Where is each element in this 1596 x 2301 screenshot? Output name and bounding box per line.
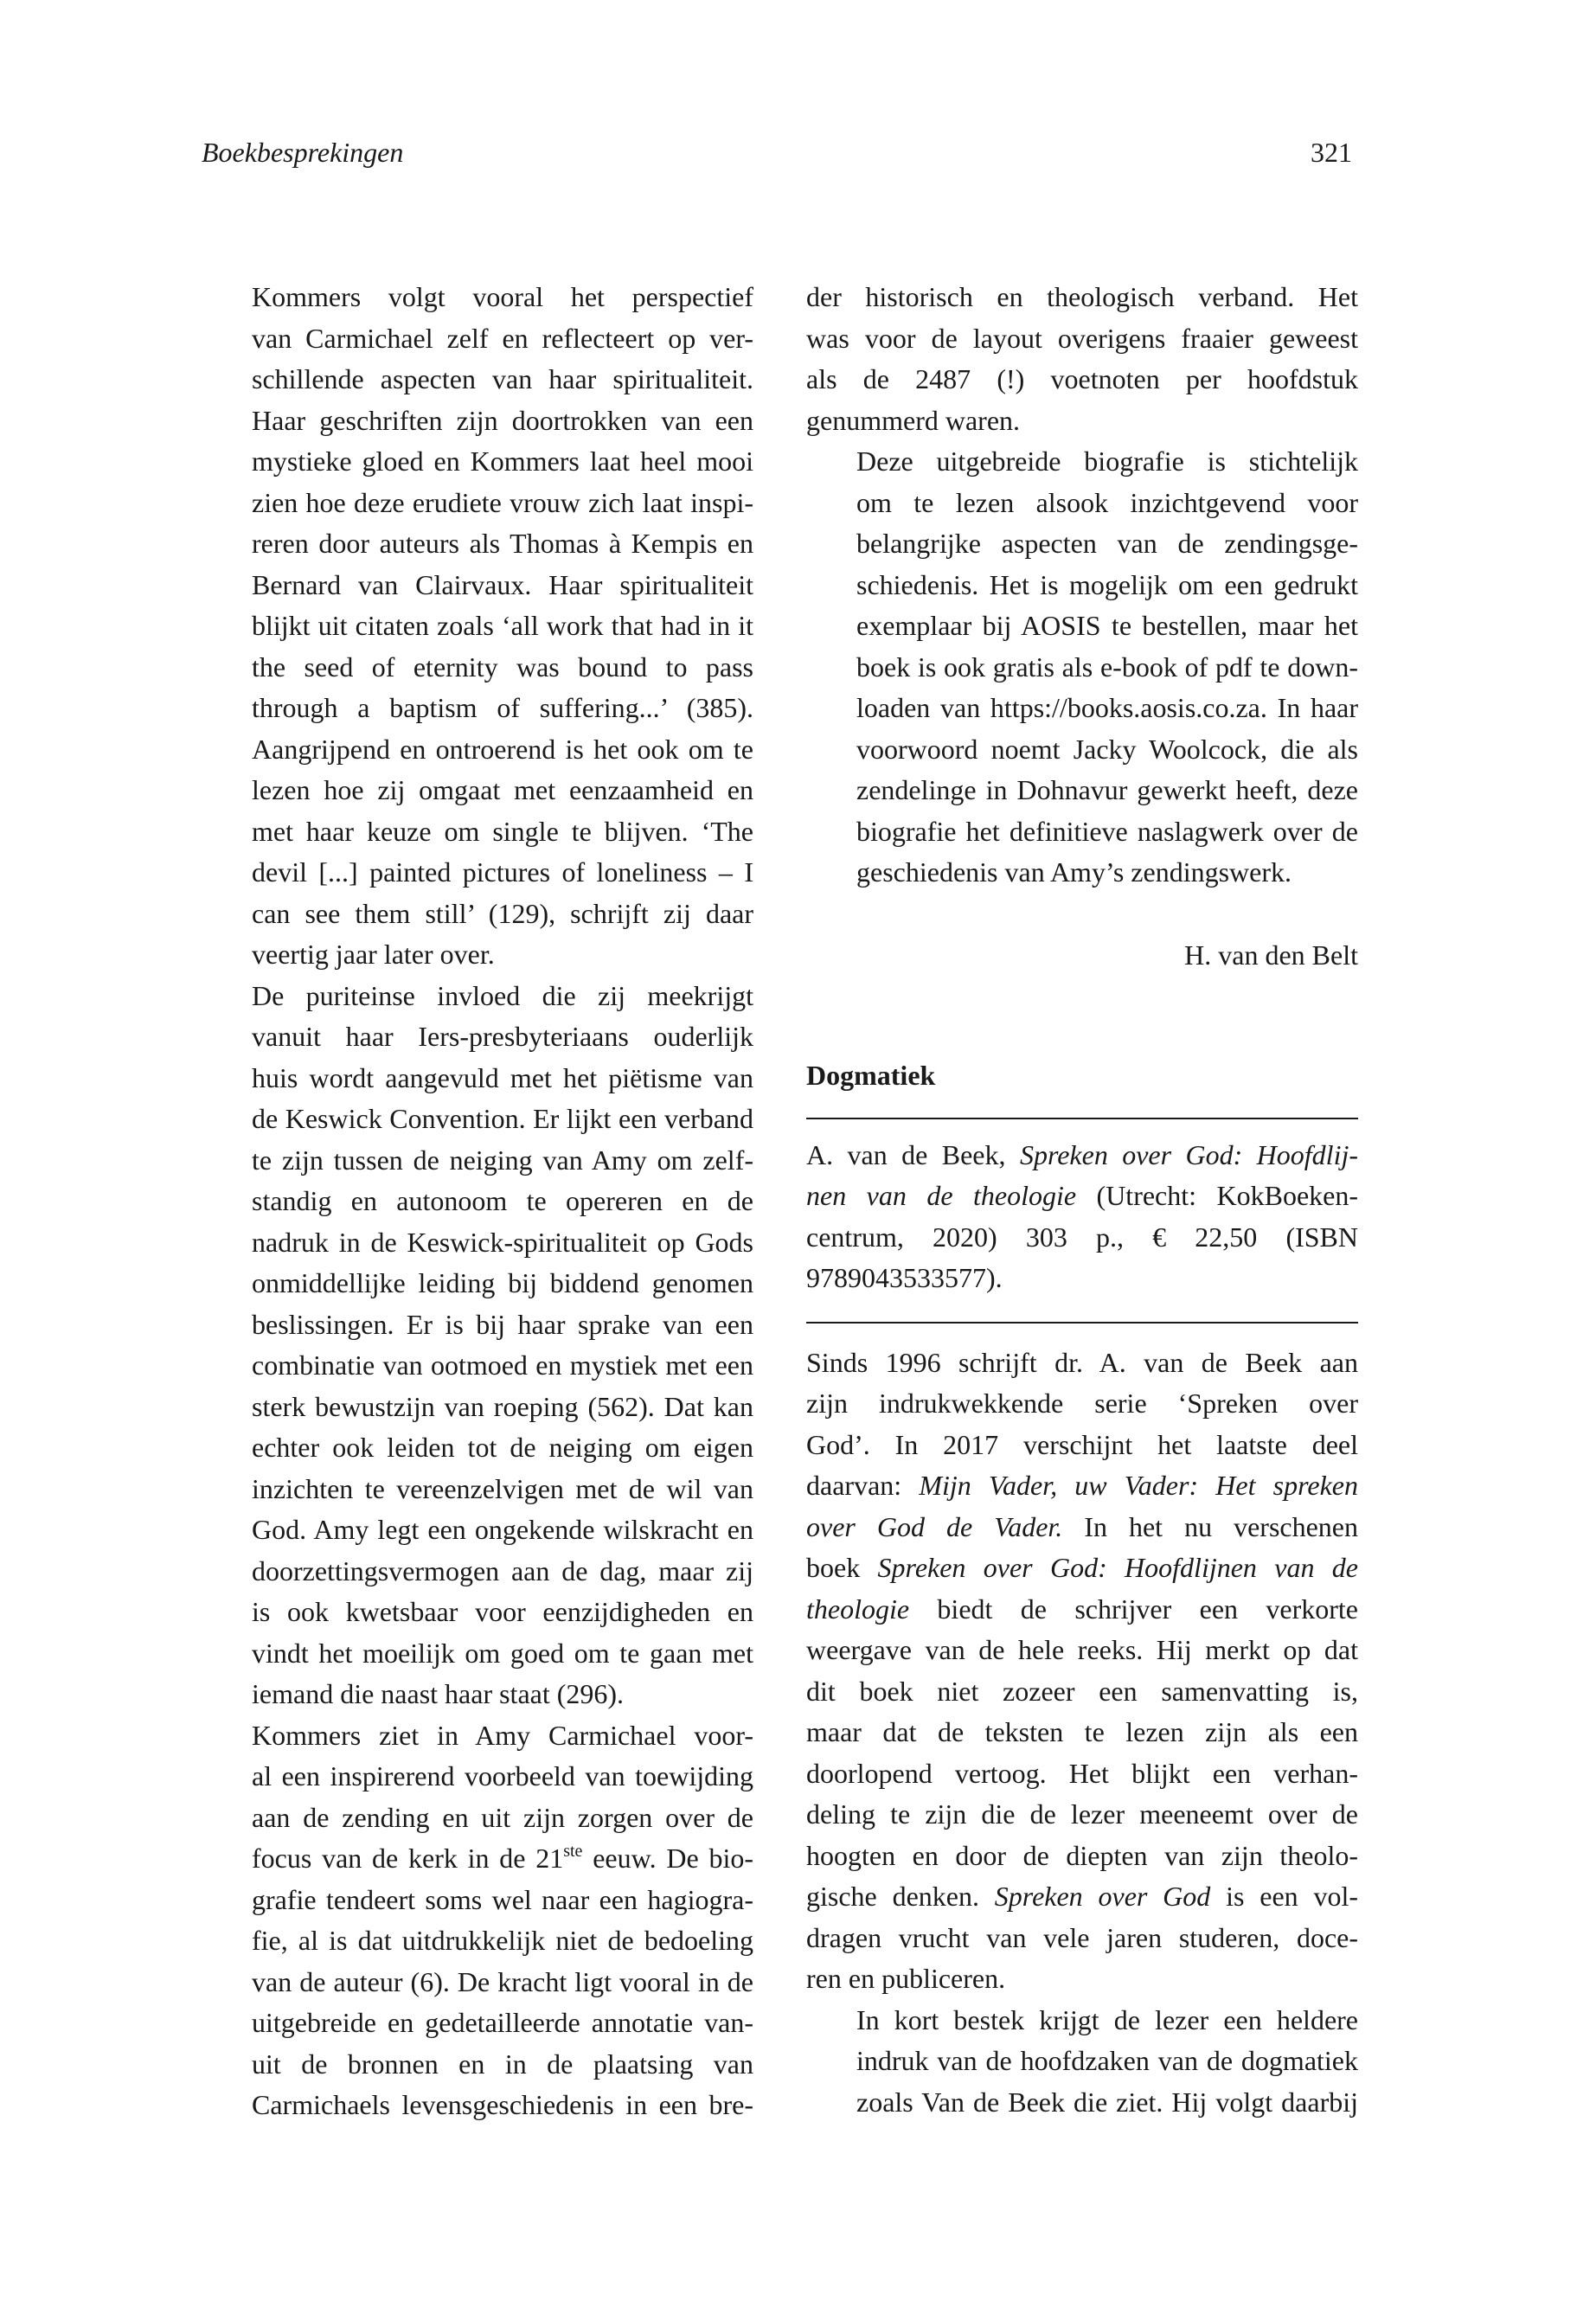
text-line: genummerd waren.: [806, 404, 1021, 436]
text-line: devil [...] painted pictures of loneliness – I: [252, 856, 753, 888]
running-head: Boekbesprekingen: [202, 137, 404, 168]
divider: [806, 1118, 1358, 1119]
text-line: zendelinge in Dohnavur gewerkt heeft, deze: [856, 774, 1358, 805]
paragraph: [202, 1715, 753, 2126]
text-line: te zijn tussen de neiging van Amy om zelf-: [252, 1144, 753, 1176]
text-line: aan de zending en uit zijn zorgen over de: [252, 1801, 753, 1833]
text-line: [806, 1548, 1358, 1589]
text-line: blijkt uit citaten zoals ‘all work that had in it: [252, 610, 753, 641]
publication-info: (Utrecht: KokBoeken-: [1076, 1180, 1359, 1211]
book-author: A. van de Beek,: [806, 1138, 1020, 1170]
text-line: [202, 1838, 753, 1880]
text-line: dit boek niet zozeer een samenvatting is,: [806, 1675, 1358, 1707]
text-line: zoals Van de Beek die ziet. Hij volgt daarbij: [856, 2086, 1358, 2118]
text-fragment: daarvan:: [806, 1470, 920, 1501]
text-line: met haar keuze om single te blijven. ‘The: [252, 815, 753, 847]
text-line: dragen vrucht van vele jaren studeren, doce-: [806, 1921, 1358, 1953]
text-line: Bernard van Clairvaux. Haar spiritualiteit: [252, 568, 753, 600]
text-line: voorwoord noemt Jacky Woolcock, die als: [856, 733, 1358, 765]
text-line: through a baptism of suffering...’ (385).: [252, 692, 753, 723]
text-line: doorzettingsvermogen aan de dag, maar zij: [252, 1554, 753, 1586]
text-line: beslissingen. Er is bij haar sprake van een: [252, 1308, 753, 1340]
text-fragment: boek: [806, 1552, 878, 1583]
text-line: de Keswick Convention. Er lijkt een verband: [252, 1103, 753, 1134]
paragraph: [806, 2000, 1358, 2124]
text-line: vanuit haar Iers-presbyteriaans ouderlijk: [252, 1021, 753, 1052]
italic-title: Spreken over God: Hoofdlijnen van de: [877, 1552, 1359, 1583]
text-line: [806, 1589, 1358, 1631]
text-line: als de 2487 (!) voetnoten per hoofdstuk: [806, 363, 1358, 394]
text-line: reren door auteurs als Thomas à Kempis en: [252, 528, 753, 559]
text-line: weergave van de hele reeks. Hij merkt op dat: [806, 1634, 1358, 1665]
divider: [806, 1322, 1358, 1324]
right-column: [806, 277, 1358, 2123]
text-line: Kommers ziet in Amy Carmichael voor-: [252, 1719, 753, 1751]
text-fragment: In het nu verschenen: [1062, 1510, 1359, 1542]
text-line: vindt het moeilijk om goed om te gaan met: [252, 1637, 753, 1669]
text-fragment: focus van de kerk in de 21: [252, 1843, 564, 1874]
text-fragment: is een vol-: [1210, 1881, 1359, 1912]
text-line: maar dat de teksten te lezen zijn als een: [806, 1716, 1358, 1747]
text-line: Aangrijpend en ontroerend is het ook om te: [252, 733, 753, 765]
text-line: sterk bewustzijn van roeping (562). Dat kan: [252, 1390, 753, 1422]
text-line: geschiedenis van Amy’s zendingswerk.: [856, 856, 1292, 888]
paragraph: [806, 1343, 1358, 2000]
text-line: biografie het definitieve naslagwerk over de: [856, 815, 1358, 847]
text-line: exemplaar bij AOSIS te bestellen, maar het: [856, 610, 1358, 641]
text-line: Kommers volgt vooral het perspectief: [252, 281, 753, 312]
paragraph: [806, 441, 1358, 894]
text-line: [806, 1876, 1358, 1918]
text-line: [806, 1507, 1358, 1548]
text-line: schiedenis. Het is mogelijk om een gedrukt: [856, 568, 1358, 600]
paragraph: [202, 277, 753, 976]
text-line: uit de bronnen en in de plaatsing van: [252, 2048, 753, 2080]
text-line: van de auteur (6). De kracht ligt vooral in de: [252, 1965, 753, 1997]
text-line: veertig jaar later over.: [252, 939, 495, 970]
text-line: centrum, 2020) 303 p., € 22,50 (ISBN: [806, 1221, 1358, 1253]
text-line: De puriteinse invloed die zij meekrijgt: [252, 979, 753, 1011]
text-line: grafie tendeert soms wel naar een hagiogra-: [252, 1883, 753, 1915]
text-line: mystieke gloed en Kommers laat heel mooi: [252, 445, 753, 477]
text-line: doorlopend vertoog. Het blijkt een verhan-: [806, 1757, 1358, 1789]
page-number: 321: [1311, 137, 1352, 168]
text-line: inzichten te vereenzelvigen met de wil van: [252, 1472, 753, 1504]
book-title: Spreken over God: Hoofdlij-: [1019, 1138, 1359, 1170]
text-line: can see them still’ (129), schrijft zij daar: [252, 897, 753, 929]
book-title: nen van de theologie: [806, 1180, 1077, 1211]
text-fragment: biedt de schrijver een verkorte: [909, 1593, 1358, 1625]
italic-title: theologie: [806, 1593, 910, 1625]
text-line: God. Amy legt een ongekende wilskracht en: [252, 1514, 753, 1545]
text-line: van Carmichael zelf en reflecteert op ver-: [252, 322, 753, 354]
text-line: om te lezen alsook inzichtgevend voor: [856, 486, 1358, 518]
text-line: schillende aspecten van haar spiritualiteit.: [252, 363, 753, 394]
text-line: huis wordt aangevuld met het piëtisme van: [252, 1061, 753, 1093]
text-fragment: gische denken.: [806, 1881, 995, 1912]
paragraph: [806, 277, 1358, 441]
page-header: [202, 137, 1352, 176]
text-line: Sinds 1996 schrijft dr. A. van de Beek aan: [806, 1346, 1358, 1378]
italic-title: over God de Vader.: [806, 1510, 1063, 1542]
text-line: boek is ook gratis als e-book of pdf te down-: [856, 651, 1358, 683]
text-line: Haar geschriften zijn doortrokken van een: [252, 404, 753, 436]
text-line: 9789043533577).: [806, 1262, 1003, 1293]
bibliographic-entry: [806, 1135, 1358, 1299]
text-line: lezen hoe zij omgaat met eenzaamheid en: [252, 774, 753, 805]
text-fragment: eeuw. De bio-: [582, 1843, 754, 1874]
text-line: was voor de layout overigens fraaier geweest: [806, 322, 1358, 354]
text-line: Carmichaels levensgeschiedenis in een bre-: [252, 2089, 753, 2120]
text-line: al een inspirerend voorbeeld van toewijding: [252, 1760, 753, 1791]
left-column: [202, 277, 753, 2126]
text-line: echter ook leiden tot de neiging om eigen: [252, 1432, 753, 1463]
italic-title: Mijn Vader, uw Vader: Het spreken: [919, 1470, 1359, 1501]
text-line: nadruk in de Keswick-spiritualiteit op Gods: [252, 1226, 753, 1258]
text-line: loaden van https://books.aosis.co.za. In haar: [856, 692, 1358, 723]
text-line: Deze uitgebreide biografie is stichtelijk: [856, 445, 1358, 477]
text-line: God’. In 2017 verschijnt het laatste deel: [806, 1428, 1358, 1460]
text-line: zijn indrukwekkende serie ‘Spreken over: [806, 1388, 1358, 1419]
text-line: standig en autonoom te opereren en de: [252, 1185, 753, 1216]
text-line: ren en publiceren.: [806, 1963, 1006, 1994]
paragraph: [202, 976, 753, 1715]
text-line: fie, al is dat uitdrukkelijk niet de bedoeling: [252, 1925, 753, 1956]
text-line: iemand die naast haar staat (296).: [252, 1678, 625, 1709]
text-line: der historisch en theologisch verband. Het: [806, 281, 1358, 312]
superscript: ste: [563, 1842, 583, 1861]
text-line: onmiddellijke leiding bij biddend genomen: [252, 1267, 753, 1298]
text-line: [806, 1176, 1358, 1217]
text-line: hoogten en door de diepten van zijn theolo-: [806, 1839, 1358, 1871]
text-line: zien hoe deze erudiete vrouw zich laat inspi-: [252, 486, 753, 518]
section-heading: Dogmatiek: [806, 1060, 936, 1091]
text-line: [806, 1465, 1358, 1507]
text-line: combinatie van ootmoed en mystiek met een: [252, 1349, 753, 1381]
text-line: In kort bestek krijgt de lezer een heldere: [856, 2003, 1358, 2035]
text-line: indruk van de hoofdzaken van de dogmatiek: [856, 2045, 1358, 2076]
text-line: belangrijke aspecten van de zendingsge-: [856, 528, 1358, 559]
reviewer-signature: H. van den Belt: [1184, 939, 1358, 971]
text-line: [806, 1135, 1358, 1176]
text-line: the seed of eternity was bound to pass: [252, 651, 753, 683]
text-line: deling te zijn die de lezer meeneemt over de: [806, 1798, 1358, 1830]
italic-title: Spreken over God: [994, 1881, 1211, 1912]
text-line: uitgebreide en gedetailleerde annotatie van-: [252, 2007, 753, 2038]
text-line: is ook kwetsbaar voor eenzijdigheden en: [252, 1596, 753, 1627]
